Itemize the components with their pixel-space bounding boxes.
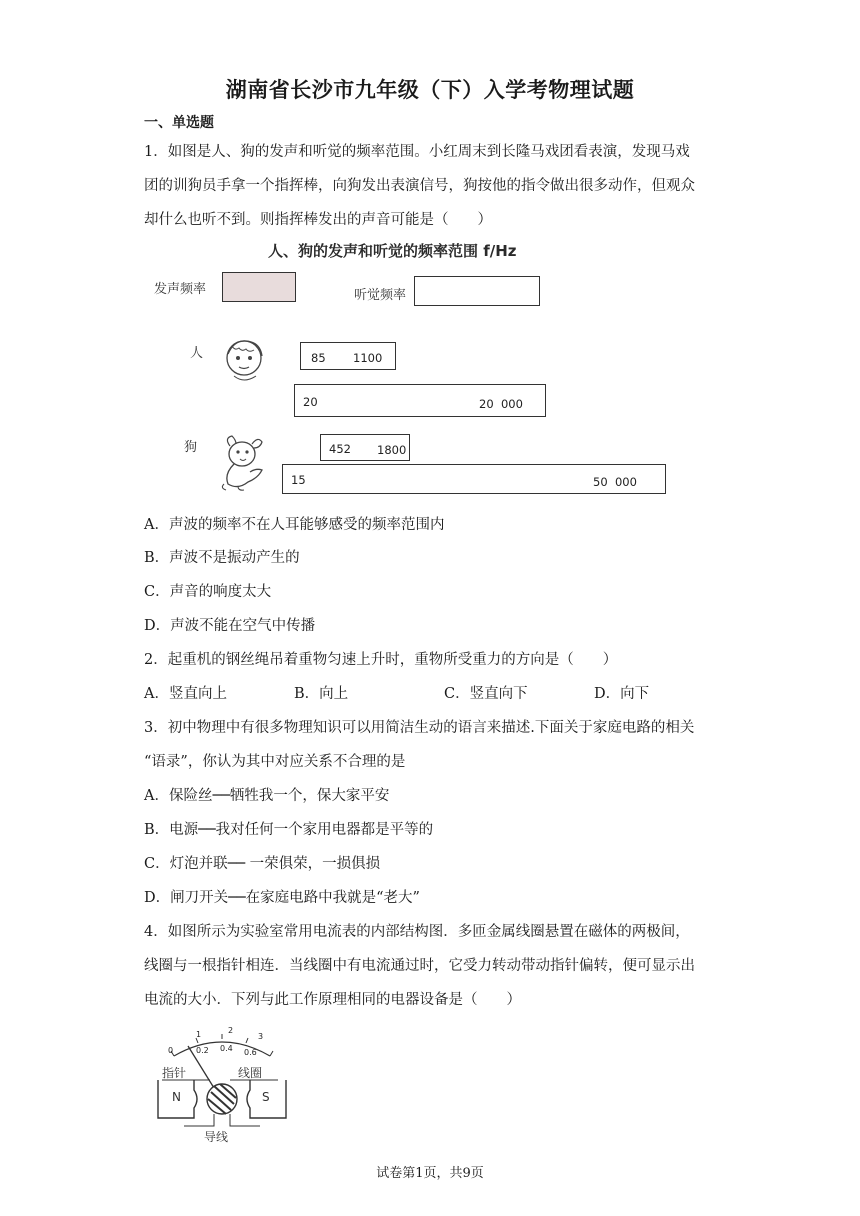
legend-emit-label: 发声频率 (154, 282, 207, 297)
dog-label: 狗 (184, 440, 198, 455)
human-emit-bar (300, 342, 396, 370)
north-pole-label: N (172, 1090, 181, 1104)
question-2-option-a: A．竖直向上 (144, 686, 227, 702)
page-title: 湖南省长沙市九年级（下）入学考物理试题 (225, 78, 635, 102)
human-emit-max: 1100 (353, 351, 383, 365)
question-3-option-b: B．电源──我对任何一个家用电器都是平等的 (144, 822, 434, 838)
human-hear-max: 20 000 (479, 397, 523, 411)
scale-label-1: 1 (196, 1030, 202, 1039)
legend-hear-swatch (414, 276, 540, 306)
scale-label-0-4: 0.4 (220, 1044, 233, 1053)
question-4-line-3: 电流的大小．下列与此工作原理相同的电器设备是（ ） (144, 992, 521, 1008)
dog-emit-bar (320, 434, 410, 461)
dog-icon (216, 432, 270, 494)
question-3-line-1: 3．初中物理中有很多物理知识可以用简洁生动的语言来描述.下面关于家庭电路的相关 (144, 720, 695, 736)
question-3-option-c: C．灯泡并联── 一荣俱荣，一损俱损 (144, 856, 381, 872)
question-3-option-a: A．保险丝──牺牲我一个，保大家平安 (144, 788, 390, 804)
human-emit-min: 85 (311, 351, 326, 365)
question-2-stem: 2．起重机的钢丝绳吊着重物匀速上升时，重物所受重力的方向是（ ） (144, 652, 618, 668)
human-hear-min: 20 (303, 395, 318, 409)
question-2-option-d: D．向下 (594, 686, 650, 702)
scale-label-0-6: 0.6 (244, 1048, 257, 1057)
scale-label-3: 3 (258, 1032, 264, 1041)
scale-label-0-2: 0.2 (196, 1046, 209, 1055)
question-1-line-3: 却什么也听不到。则指挥棒发出的声音可能是（ ） (144, 212, 492, 228)
figure-title: 人、狗的发声和听觉的频率范围 f/Hz (268, 242, 517, 260)
scale-label-0: 0 (168, 1046, 174, 1055)
wire-label: 导线 (204, 1130, 229, 1144)
pointer-label: 指针 (162, 1066, 187, 1080)
question-4-line-1: 4．如图所示为实验室常用电流表的内部结构图．多匝金属线圈悬置在磁体的两极间， (144, 924, 690, 940)
question-1-line-2: 团的训狗员手拿一个指挥棒，向狗发出表演信号，狗按他的指令做出很多动作，但观众 (144, 178, 695, 194)
question-1-option-d: D．声波不能在空气中传播 (144, 618, 316, 634)
human-label: 人 (190, 346, 204, 361)
scale-label-2: 2 (228, 1026, 234, 1035)
frequency-range-figure (144, 232, 674, 502)
dog-hear-max: 50 000 (593, 475, 637, 489)
question-2-option-c: C．竖直向下 (444, 686, 528, 702)
human-hear-bar (294, 384, 546, 417)
question-3-line-2: “语录”，你认为其中对应关系不合理的是 (144, 754, 406, 770)
question-1-line-1: 1．如图是人、狗的发声和听觉的频率范围。小红周末到长隆马戏团看表演，发现马戏 (144, 144, 690, 160)
legend-emit-swatch (222, 272, 296, 302)
question-1-option-a: A．声波的频率不在人耳能够感受的频率范围内 (144, 517, 445, 533)
ammeter-structure-figure (152, 1024, 292, 1144)
question-2-option-b: B．向上 (294, 686, 349, 702)
question-1-option-c: C．声音的响度太大 (144, 584, 272, 600)
dog-hear-min: 15 (291, 473, 306, 487)
dog-hear-bar (282, 464, 666, 494)
human-face-icon (220, 336, 270, 388)
question-1-option-b: B．声波不是振动产生的 (144, 550, 300, 566)
question-3-option-d: D．闸刀开关──在家庭电路中我就是“老大” (144, 890, 420, 906)
south-pole-label: S (262, 1090, 270, 1104)
question-4-line-2: 线圈与一根指针相连．当线圈中有电流通过时，它受力转动带动指针偏转，便可显示出 (144, 958, 695, 974)
legend-hear-label: 听觉频率 (354, 288, 407, 303)
page-footer: 试卷第1页，共9页 (376, 1166, 484, 1181)
dog-emit-max: 1800 (377, 443, 407, 457)
section-heading: 一、单选题 (144, 115, 214, 131)
dog-emit-min: 452 (329, 442, 351, 456)
coil-label: 线圈 (238, 1066, 263, 1080)
ammeter-diagram (152, 1024, 292, 1144)
